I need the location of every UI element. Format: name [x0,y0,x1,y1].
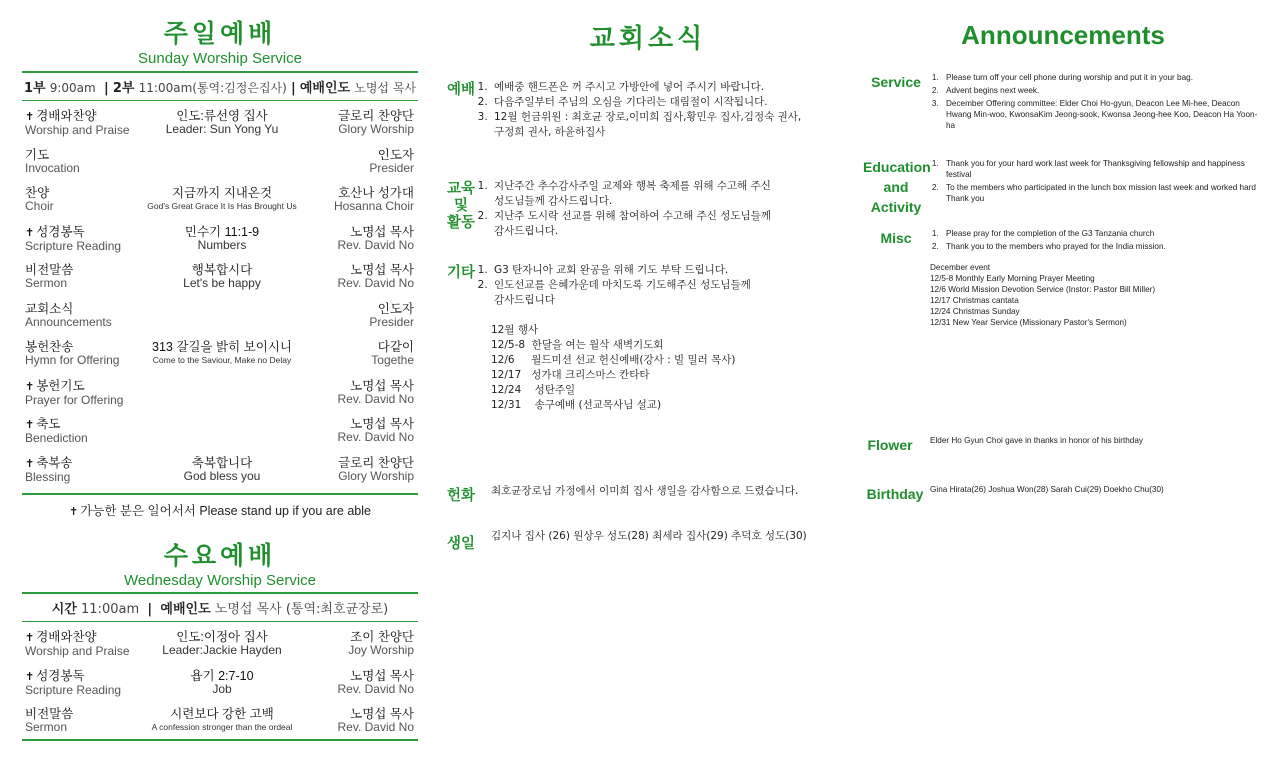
cross-icon: ✝ [25,419,35,431]
order-item-en: Hymn for Offering [25,353,120,367]
order-leader-ko: 조이 찬양단 [350,630,414,644]
event-item: 12/24 성탄주일 [491,384,576,396]
notice-item: 2. Thank you to the members who prayed for the India mission. [941,241,1262,252]
order-item-leader [338,708,414,734]
order-item-leader [338,457,414,483]
order-content-en: Leader: Sun Yong Yu [165,122,279,136]
order-item-content [117,226,327,252]
birthday-heading-en: Birthday [866,486,924,502]
event-title: 12월 행사 [491,324,539,336]
order-item-ko: 비전말씀 [25,263,74,277]
wednesday-subtitle: Wednesday Worship Service [123,572,317,589]
order-item-en: Sermon [25,720,68,734]
order-item-ko: 경배와찬양 [36,630,97,644]
event-title-en: December event [930,263,991,272]
order-item-content [117,264,327,290]
order-content-en: Come to the Saviour, Make no Delay [152,355,292,365]
service-notices [927,72,1262,133]
order-item-name [25,149,80,175]
order-item-en: Invocation [25,160,80,175]
order-item-en: Worship and Praise [25,644,130,658]
order-leader-en: Presider [369,314,414,329]
event-list [475,338,835,413]
order-item-leader [371,341,414,367]
notice-item: 2. Advent begins next week. [941,85,1262,96]
order-leader-en: Presider [369,160,414,175]
order-leader-ko: 노명섭 목사 [350,263,414,277]
order-item-name [25,187,54,213]
misc-heading-en: Misc [880,230,912,246]
order-item-leader [338,264,414,290]
birthday-text-en: Gina Hirata(26) Joshua Won(28) Sarah Cui(29) Doekho Chu(30) [930,485,1164,494]
order-leader-ko: 노명섭 목사 [350,417,414,431]
order-leader-ko: 글로리 찬양단 [338,455,414,470]
wednesday-title: 수요예배 [163,541,277,570]
order-leader-en: Togethe [371,353,414,367]
order-content-ko: 욥기 2:7-10 [190,668,254,683]
notice-item: 1. Please turn off your cell phone during worship and put it in your bag. [941,72,1262,83]
order-item-content [117,187,327,213]
event-item: 12/6 월드미션 선교 헌신예배(강사 : 빌 밀러 목사) [491,354,736,366]
flower-heading-en: Flower [867,437,913,453]
event-item: 12/6 World Mission Devotion Service (Instor: Pastor Bill Miller) [930,285,1156,294]
cross-icon: ✝ [25,670,35,683]
order-leader-ko: 노명섭 목사 [350,668,414,683]
notice-item: 1. Thank you for your hard work last week for Thanksgiving fellowship and happiness festival [941,158,1262,180]
event-item: 12/17 Christmas cantata [930,296,1019,305]
order-leader-en: Hosanna Choir [333,199,414,213]
announcements-title: Announcements [961,20,1165,50]
order-content-ko: 민수기 11:1-9 [184,224,260,239]
order-row [22,380,418,419]
order-item-name [25,631,130,658]
divider [22,100,418,101]
order-leader-ko: 노명섭 목사 [350,224,414,239]
order-item-leader [338,670,414,696]
cross-icon: ✝ [69,506,79,518]
event-item: 12/5-8 한달을 여는 월삭 새벽기도회 [491,339,664,351]
order-leader-ko: 인도자 [377,147,414,162]
cross-icon: ✝ [25,380,35,393]
order-row [22,149,418,188]
order-item-content [117,341,327,367]
order-item-en: Worship and Praise [25,123,130,137]
notice-item: 3. 12월 헌금위원 : 최호균 장로,이미희 집사,황민우 집사,김정숙 권사, 구정희 권사, 하윤하집사 [491,110,835,140]
divider [22,621,418,622]
order-item-ko: 기도 [25,147,50,162]
order-row [22,187,418,226]
event-item: 12/5-8 Monthly Early Morning Prayer Meeting [930,274,1095,283]
order-content-ko: 축복합니다 [191,455,253,470]
birthday-heading: 생일 [446,536,475,552]
notice-item: 3. December Offering committee: Elder Choi Ho-gyun, Deacon Lee Mi-hee, Deacon Hwang Min-woo, KwonsaKim Jeong-sook, Kwonsa Jeong-hee Koo, Deacon Ha Yoon-ha [941,98,1262,131]
education-notices [475,179,835,239]
cross-icon: ✝ [25,632,35,644]
order-item-name [25,457,72,484]
flower-text: 최호균장로님 가정에서 이미희 집사 생일을 감사함으로 드렸습니다. [491,485,799,497]
event-item: 12/24 Christmas Sunday [930,307,1020,316]
sunday-subtitle: Sunday Worship Service [138,50,302,67]
flower-text-en: Elder Ho Gyun Choi gave in thanks in honor of his birthday [930,436,1143,445]
service-heading: Service [871,74,921,90]
order-leader-en: Rev. David No [337,430,414,444]
event-item: 12/17 성가대 크리스마스 칸타타 [491,369,650,381]
order-item-en: Scripture Reading [25,238,122,253]
wednesday-order-list [22,631,418,747]
order-item-content [117,708,327,734]
misc-heading: 기타 [446,265,475,281]
order-item-leader [338,226,414,252]
order-item-ko: 비전말씀 [25,707,74,721]
order-item-content [117,631,327,657]
order-leader-en: Rev. David No [337,681,414,696]
order-row [22,418,418,457]
order-item-content [117,457,327,483]
order-item-en: Choir [25,199,54,213]
order-item-content [117,110,327,136]
order-item-ko: 성경봉독 [36,668,85,683]
sunday-title: 주일예배 [163,19,277,48]
order-item-name [25,380,123,407]
order-row [22,110,418,149]
order-item-leader [348,631,414,657]
order-item-leader [369,149,414,175]
order-leader-ko: 호산나 성가대 [338,186,414,200]
order-content-ko: 행복합시다 [191,263,253,277]
order-row [22,341,418,380]
notice-item: 2. 다음주일부터 주님의 오심을 기다리는 대림절이 시작됩니다. [491,95,835,110]
order-item-en: Announcements [25,314,112,329]
order-leader-ko: 다같이 [377,340,414,354]
education-heading-en: Education and Activity [863,159,931,215]
order-item-leader [369,303,414,329]
order-leader-en: Rev. David No [337,391,414,406]
order-row [22,457,418,496]
education-notices-en [927,158,1262,206]
notice-item: 1. G3 탄자니아 교회 완공을 위해 기도 부탁 드립니다. [491,263,835,278]
order-row [22,303,418,342]
order-content-en: Leader:Jackie Hayden [162,643,282,657]
worship-notices [475,80,835,140]
notice-item: 1. Please pray for the completion of the G3 Tanzania church [941,228,1262,239]
order-item-en: Benediction [25,431,88,445]
order-content-en: Numbers [197,237,247,252]
wednesday-time-line: 시간 11:00am | 예배인도 노명섭 목사 (통역:최호균장로) [51,602,389,617]
worship-heading: 예배 [446,82,475,98]
order-item-ko: 축복송 [36,455,73,470]
order-content-en: Let's be happy [183,276,261,290]
order-item-en: Blessing [25,469,71,484]
order-item-name [25,341,119,367]
order-item-leader [334,187,414,213]
order-leader-en: Glory Worship [338,122,414,136]
order-item-ko: 경배와찬양 [36,109,97,123]
sunday-time-line: 1부 9:00am | 2부 11:00am(통역:김정은집사) | 예배인도 노명섭 목사 [23,81,417,96]
order-item-leader [338,380,414,406]
birthday-text: 김지나 집사 (26) 원상우 성도(28) 최세라 집사(29) 추덕호 성도(30) [491,530,807,542]
order-row [22,264,418,303]
order-item-en: Sermon [25,276,68,290]
cross-icon: ✝ [25,111,35,123]
order-leader-en: Joy Worship [348,643,414,657]
order-item-content [117,670,327,696]
order-item-name [25,303,112,329]
order-row [22,708,418,747]
order-leader-ko: 인도자 [377,301,414,316]
order-leader-en: Rev. David No [337,720,414,734]
order-content-en: God bless you [183,468,261,483]
order-leader-en: Rev. David No [337,237,414,252]
stand-note: ✝ 가능한 분은 일어서서 Please stand up if you are able [69,504,371,518]
order-item-name [25,110,130,137]
order-item-name [25,418,88,445]
order-leader-ko: 글로리 찬양단 [338,109,414,123]
event-item: 12/31 송구예배 (선교목사님 설교) [491,399,662,411]
sunday-order-list [22,110,418,495]
cross-icon: ✝ [25,226,35,239]
order-leader-ko: 노명섭 목사 [350,378,414,393]
order-item-ko: 축도 [36,417,61,431]
order-item-ko: 찬양 [25,186,50,200]
notice-item: 2. 지난주 도시락 선교를 위해 참여하여 수고해 주신 성도님들께 감사드립니다. [491,209,835,239]
order-content-ko: 지금까지 지내온것 [171,186,273,200]
order-content-ko: 인도:이정아 집사 [176,630,268,644]
order-row [22,631,418,670]
order-item-name [25,670,121,697]
order-item-ko: 봉헌기도 [36,378,85,393]
order-item-en: Prayer for Offering [25,392,124,407]
order-item-ko: 성경봉독 [36,224,85,239]
cross-icon: ✝ [25,457,35,470]
notice-item: 1. 예배중 핸드폰은 꺼 주시고 가방안에 넣어 주시기 바랍니다. [491,80,835,95]
event-list-en [930,273,1262,328]
flower-heading: 헌화 [446,488,475,504]
order-content-ko: 시련보다 강한 고백 [170,707,274,721]
order-row [22,226,418,265]
order-item-name [25,708,73,734]
order-content-en: A confession stronger than the ordeal [151,722,293,732]
notice-item: 2. To the members who participated in the lunch box mission last week and worked hard Thank you [941,182,1262,204]
notice-item: 2. 인도선교를 은혜가운데 마치도록 기도해주신 성도님들께 감사드립니다 [491,278,835,308]
worship-order-column [22,0,418,741]
order-leader-ko: 노명섭 목사 [350,707,414,721]
education-heading: 교육 및 활동 [446,181,475,231]
order-item-leader [338,110,414,136]
news-title: 교회소식 [589,24,707,54]
order-content-ko: 인도:류선영 집사 [176,109,268,123]
misc-notices [475,263,835,413]
order-item-leader [338,418,414,444]
order-content-ko: 313 갈길을 밝히 보이시니 [152,340,292,354]
order-item-ko: 봉헌찬송 [25,340,74,354]
order-item-name [25,264,73,290]
notice-item: 1. 지난주간 추수감사주일 교제와 행복 축제를 위해 수고해 주신 성도님들께 감사드립니다. [491,179,835,209]
order-content-en: God's Great Grace It Is Has Brought Us [147,201,297,211]
order-item-name [25,226,121,253]
order-row [22,670,418,709]
event-item: 12/31 New Year Service (Missionary Pastor's Sermon) [930,318,1127,327]
order-item-en: Scripture Reading [25,682,122,697]
order-leader-en: Rev. David No [337,276,414,290]
order-content-en: Job [212,681,232,696]
order-item-ko: 교회소식 [25,301,74,316]
order-leader-en: Glory Worship [338,468,414,483]
misc-notices-en [927,228,1262,328]
